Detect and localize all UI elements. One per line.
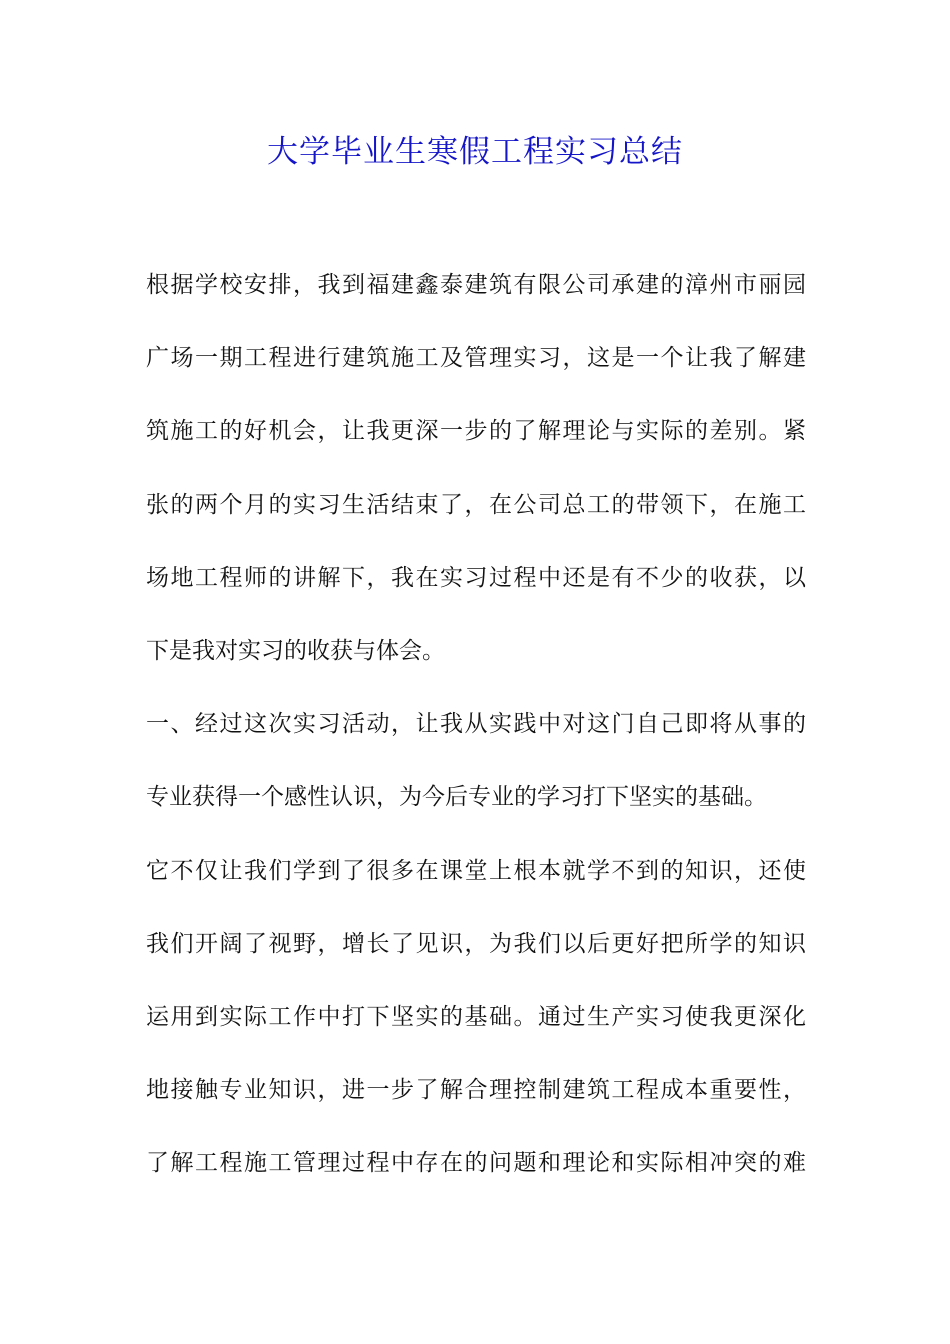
document-body	[146, 262, 806, 1213]
text-line: 它不仅让我们学到了很多在课堂上根本就学不到的知识，还使	[146, 857, 806, 884]
text-line: 我们开阔了视野，增长了见识，为我们以后更好把所学的知识	[146, 930, 806, 957]
document-title: 大学毕业生寒假工程实习总结	[267, 134, 683, 170]
text-line: 一、经过这次实习活动，让我从实践中对这门自己即将从事的	[146, 711, 806, 738]
text-line: 运用到实际工作中打下坚实的基础。通过生产实习使我更深化	[146, 1003, 806, 1030]
text-line: 下是我对实习的收获与体会。	[146, 637, 445, 664]
text-line: 筑施工的好机会，让我更深一步的了解理论与实际的差别。紧	[146, 418, 806, 445]
text-line: 场地工程师的讲解下，我在实习过程中还是有不少的收获，以	[146, 564, 806, 591]
text-line: 根据学校安排，我到福建鑫泰建筑有限公司承建的漳州市丽园	[146, 272, 806, 298]
text-line: 地接触专业知识，进一步了解合理控制建筑工程成本重要性，	[146, 1077, 806, 1104]
text-line: 了解工程施工管理过程中存在的问题和理论和实际相冲突的难	[146, 1150, 806, 1177]
text-line: 专业获得一个感性认识，为今后专业的学习打下坚实的基础。	[146, 784, 767, 811]
text-line: 张的两个月的实习生活结束了，在公司总工的带领下，在施工	[146, 491, 806, 518]
text-line: 广场一期工程进行建筑施工及管理实习，这是一个让我了解建	[146, 345, 806, 372]
